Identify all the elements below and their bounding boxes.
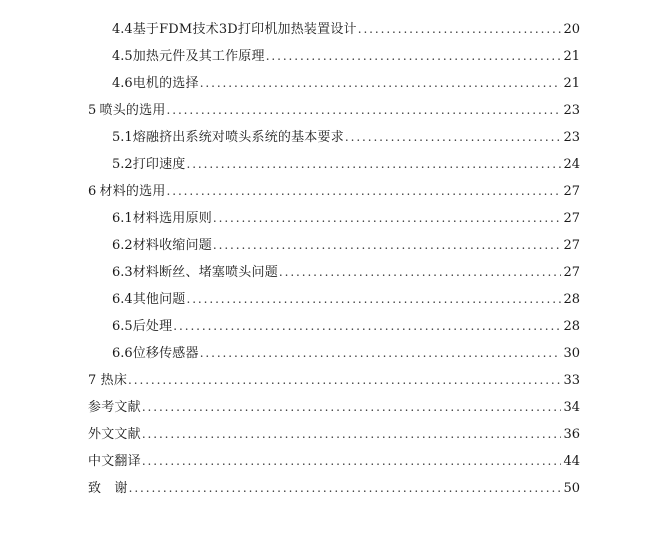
toc-entry-title: 位移传感器 (132, 346, 199, 361)
toc-entry-title: 后处理 (132, 319, 173, 334)
toc-entry-6[interactable] (88, 178, 580, 205)
toc-entry-6-4[interactable] (88, 286, 580, 313)
toc-entry-title: 熔融挤出系统对喷头系统的基本要求 (132, 130, 344, 145)
dot-leader (279, 259, 562, 286)
toc-entry-title: 中文翻译 (88, 454, 141, 469)
toc-entry-number: 4.5 (112, 49, 133, 64)
toc-entry-page: 27 (563, 265, 580, 280)
toc-entry-number: 6 (88, 184, 97, 199)
toc-entry-title: 喷头的选用 (99, 103, 166, 118)
dot-leader (266, 43, 562, 70)
toc-entry-page: 20 (563, 22, 580, 37)
dot-leader (345, 124, 562, 151)
toc-entry-6-2[interactable] (88, 232, 580, 259)
toc-entry-page: 44 (563, 454, 580, 469)
dot-leader (142, 448, 562, 475)
toc-entry-number: 7 (88, 373, 97, 388)
dot-leader (187, 286, 562, 313)
dot-leader (200, 340, 562, 367)
toc-entry-title: 材料的选用 (99, 184, 166, 199)
toc-entry-number: 6.4 (112, 292, 133, 307)
toc-entry-page: 30 (563, 346, 580, 361)
toc-entry-5-1[interactable] (88, 124, 580, 151)
toc-entry-4-6[interactable] (88, 70, 580, 97)
toc-entry-number: 5.1 (112, 130, 133, 145)
toc-entry-title: 热床 (100, 373, 128, 388)
toc-entry-page: 36 (563, 427, 580, 442)
dot-leader (129, 475, 562, 502)
dot-leader (187, 151, 562, 178)
toc-entry-acknowledgements[interactable] (88, 475, 580, 502)
toc-entry-title: 打印速度 (132, 157, 186, 172)
toc-entry-4-4[interactable] (88, 16, 580, 43)
toc-entry-number: 6.1 (112, 211, 133, 226)
toc-entry-page: 21 (563, 49, 580, 64)
toc-entry-number: 4.4 (112, 22, 133, 37)
dot-leader (173, 313, 561, 340)
toc-entry-page: 28 (563, 319, 580, 334)
toc-entry-title: 材料断丝、堵塞喷头问题 (132, 265, 278, 280)
dot-leader (167, 97, 562, 124)
toc-entry-title: 电机的选择 (132, 76, 199, 91)
toc-entry-title: 加热元件及其工作原理 (132, 49, 265, 64)
toc-entry-page: 28 (563, 292, 580, 307)
toc-entry-6-6[interactable] (88, 340, 580, 367)
toc-entry-5[interactable] (88, 97, 580, 124)
toc-entry-chinese-translation[interactable] (88, 448, 580, 475)
toc-entry-title: 外文文献 (88, 427, 141, 442)
toc-entry-page: 23 (563, 130, 580, 145)
toc-entry-page: 21 (563, 76, 580, 91)
toc-entry-4-5[interactable] (88, 43, 580, 70)
toc-entry-number: 6.3 (112, 265, 133, 280)
toc-entry-page: 27 (563, 184, 580, 199)
toc-entry-page: 23 (563, 103, 580, 118)
toc-entry-page: 27 (563, 238, 580, 253)
dot-leader (213, 232, 562, 259)
dot-leader (128, 367, 561, 394)
toc-entry-foreign-literature[interactable] (88, 421, 580, 448)
dot-leader (200, 70, 562, 97)
toc-entry-number: 5 (88, 103, 97, 118)
toc-entry-title: 材料选用原则 (132, 211, 212, 226)
toc-entry-6-3[interactable] (88, 259, 580, 286)
toc-entry-page: 34 (563, 400, 580, 415)
toc-entry-6-5[interactable] (88, 313, 580, 340)
toc-entry-number: 5.2 (112, 157, 133, 172)
toc-entry-page: 24 (563, 157, 580, 172)
toc-entry-number: 6.5 (112, 319, 133, 334)
toc-entry-title: 致 谢 (88, 481, 128, 496)
toc-entry-references[interactable] (88, 394, 580, 421)
toc-entry-page: 50 (563, 481, 580, 496)
dot-leader (358, 16, 562, 43)
dot-leader (142, 421, 562, 448)
toc-entry-page: 27 (563, 211, 580, 226)
toc-entry-5-2[interactable] (88, 151, 580, 178)
toc-entry-number: 4.6 (112, 76, 133, 91)
dot-leader (213, 205, 562, 232)
toc-entry-number: 6.6 (112, 346, 133, 361)
toc-entry-6-1[interactable] (88, 205, 580, 232)
table-of-contents (88, 16, 580, 502)
toc-entry-7[interactable] (88, 367, 580, 394)
toc-entry-page: 33 (563, 373, 580, 388)
toc-entry-title: 材料收缩问题 (132, 238, 212, 253)
dot-leader (142, 394, 562, 421)
toc-entry-title: 基于FDM技术3D打印机加热装置设计 (132, 22, 357, 37)
toc-entry-title: 参考文献 (88, 400, 141, 415)
toc-entry-title: 其他问题 (132, 292, 186, 307)
dot-leader (167, 178, 562, 205)
toc-entry-number: 6.2 (112, 238, 133, 253)
